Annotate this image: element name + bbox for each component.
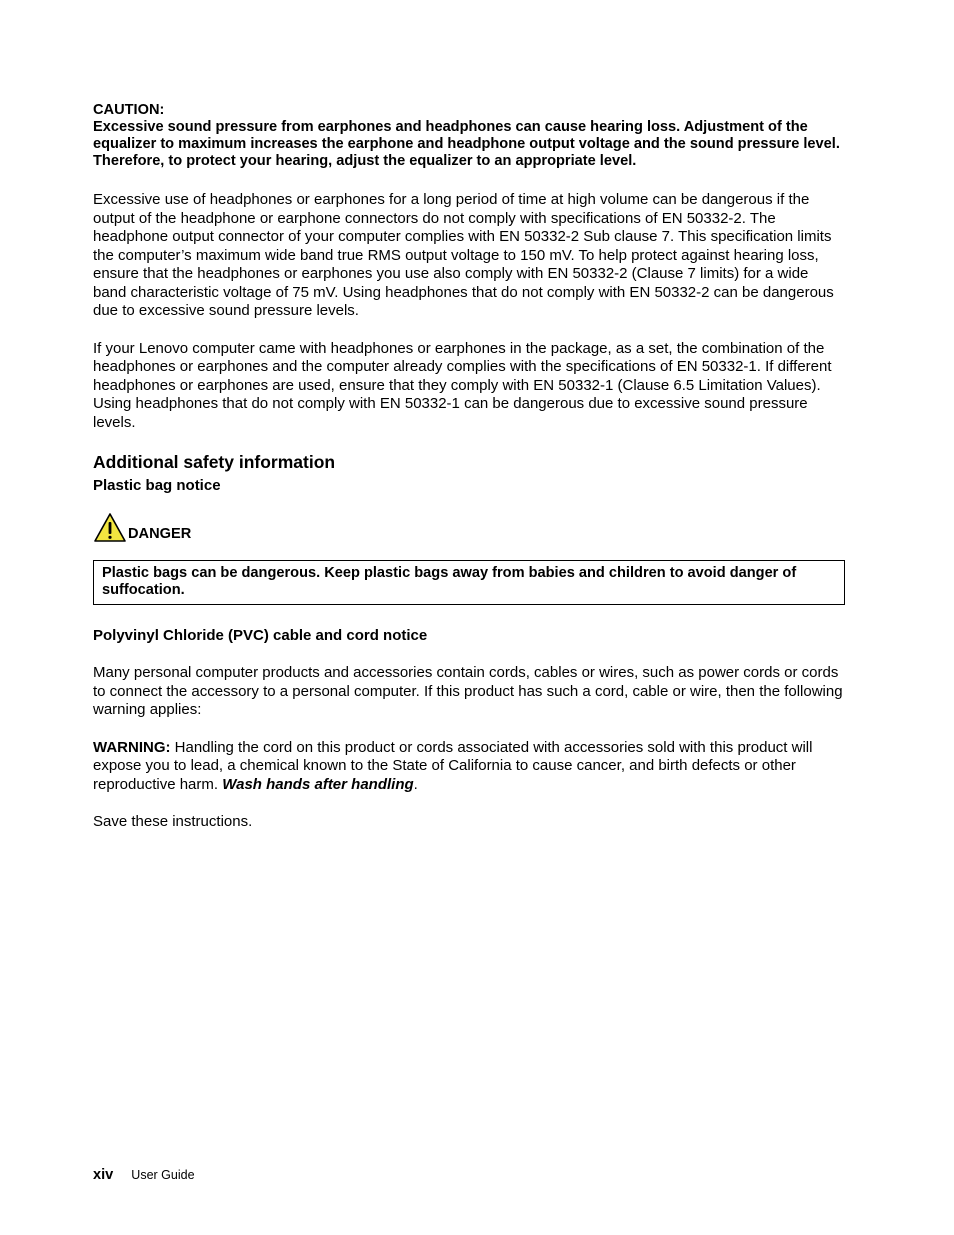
danger-text: Plastic bags can be dangerous. Keep plastic bags away from babies and children to avoid danger of suffocation. — [102, 565, 797, 598]
danger-label: DANGER — [128, 526, 192, 542]
pvc-heading: Polyvinyl Chloride (PVC) cable and cord notice — [93, 627, 428, 644]
section-title: Additional safety information — [93, 452, 336, 472]
warning-end: . — [413, 775, 418, 793]
plastic-bag-heading: Plastic bag notice — [93, 477, 221, 494]
headphone-paragraph-2: If your Lenovo computer came with headphones or earphones in the package, as a set, the combination of the headphones or earphones and the computer already complies with the specifications of EN 50332-1. If different headphones or earphones are used, ensure that they comply with EN 50332-1 (Clause 6.5 Limitation Values). Using headphones that do not comply with EN 50332-1 can be dangerous due to excessive sound pressure levels. — [93, 339, 832, 431]
warning-triangle-icon — [93, 512, 127, 543]
page-content — [93, 102, 845, 832]
page-number: xiv — [93, 1167, 114, 1183]
pvc-paragraph: Many personal computer products and accessories contain cords, cables or wires, such as power cords or cords to connect the accessory to a personal computer. If this product has such a cord, cable or wire, then the following warning applies: — [93, 664, 843, 718]
wash-hands-emphasis: Wash hands after handling — [222, 775, 414, 793]
caution-label: CAUTION: — [93, 102, 165, 118]
caution-text: Excessive sound pressure from earphones and headphones can cause hearing loss. Adjustment of the equalizer to maximum increases the earphone and headphone output voltage and the sound pressure level. Therefore, to protect your hearing, adjust the equalizer to an appropriate level. — [93, 119, 840, 169]
warning-label: WARNING: — [93, 738, 171, 756]
document-title: User Guide — [131, 1168, 195, 1182]
headphone-paragraph-1: Excessive use of headphones or earphones for a long period of time at high volume can be dangerous if the output of the headphone or earphone connectors do not comply with specifications of EN 50332-2. The headphone output connector of your computer complies with EN 50332-2 Sub clause 7. This specification limits the computer’s maximum wide band true RMS output voltage to 150 mV. To help protect against hearing loss, ensure that the headphones or earphones you use also comply with EN 50332-2 (Clause 7 limits) for a wide band characteristic voltage of 75 mV. Using headphones that do not comply with EN 50332-2 can be dangerous due to excessive sound pressure levels. — [93, 191, 834, 319]
save-instructions: Save these instructions. — [93, 813, 253, 830]
danger-box — [93, 560, 845, 605]
page-footer — [93, 1166, 195, 1185]
warning-paragraph — [93, 739, 845, 795]
danger-notice-header — [93, 510, 845, 543]
warning-text: Handling the cord on this product or cords associated with accessories sold with this product will expose you to lead, a chemical known to the State of California to cause cancer, and birth defects or other reproductive harm. — [93, 738, 813, 793]
